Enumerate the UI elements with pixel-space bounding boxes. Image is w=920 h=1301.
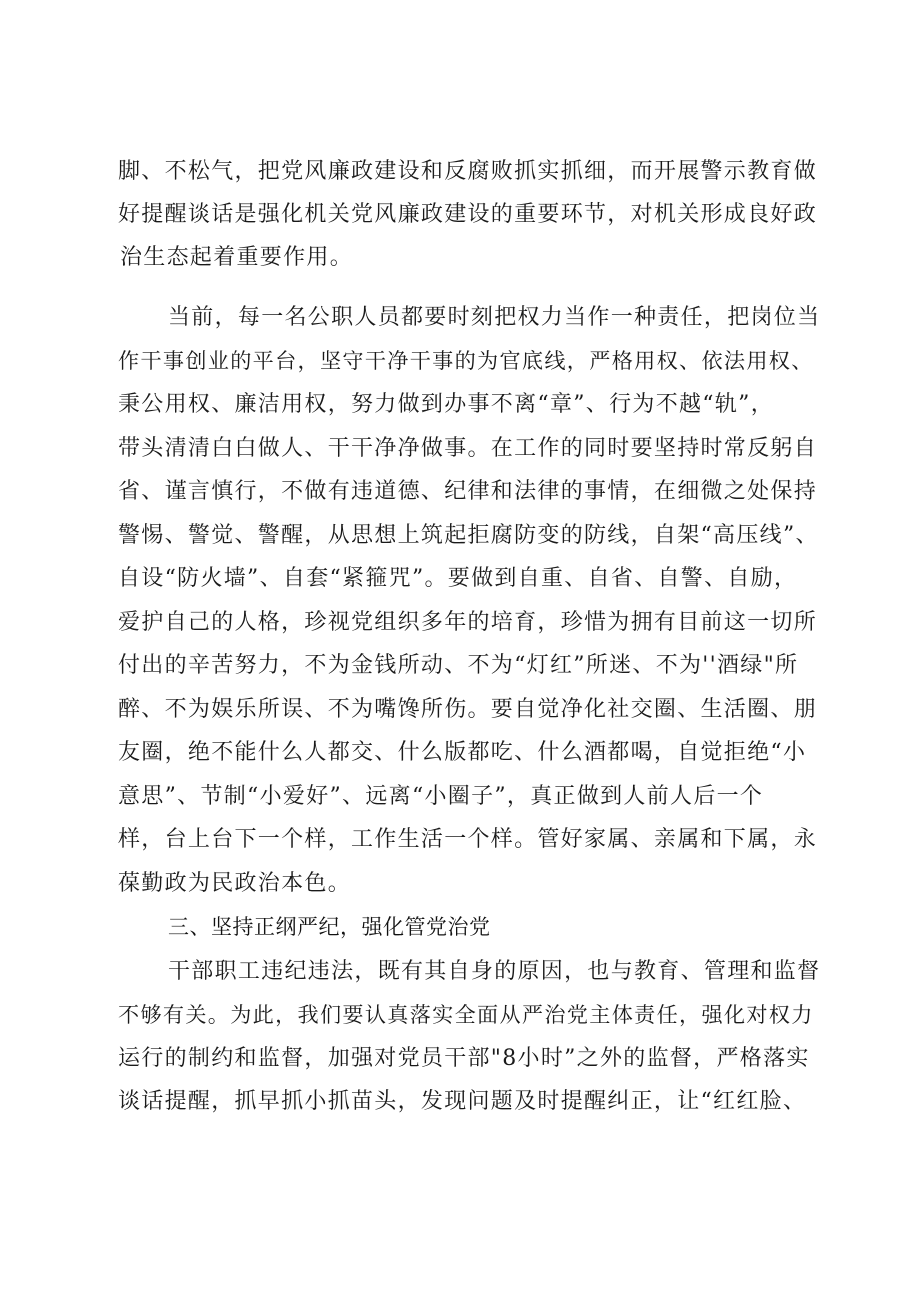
text-line: 友圈，绝不能什么人都交、什么版都吃、什么酒都喝，自觉拒绝“小 (118, 740, 807, 765)
text-line: 意思”、节制“小爱好”、远离“小圈子”，真正做到人前人后一个 (118, 784, 764, 809)
text-line: 付出的辛苦努力，不为金钱所动、不为“灯红”所迷、不为''酒绿"所 (118, 653, 799, 678)
text-line: 爱护自己的人格，珍视党组织多年的培育，珍惜为拥有目前这一切所 (118, 610, 818, 635)
text-line: 省、谨言慎行，不做有违道德、纪律和法律的事情，在细微之处保持 (118, 479, 818, 504)
text-line: 醉、不为娱乐所误、不为嘴馋所伤。要自觉净化社交圈、生活圈、朋 (118, 697, 818, 722)
text-line: 治生态起着重要作用。 (120, 245, 354, 270)
text-line: 带头清清白白做人、干干净净做事。在工作的同时要坚持时常反躬自 (118, 436, 818, 461)
paragraph-first-line: 当前，每一名公职人员都要时刻把权力当作一种责任，把岗位当 (168, 305, 821, 330)
text-line: 运行的制约和监督，加强对党员干部"8小时”之外的监督，严格落实 (118, 1046, 810, 1071)
text-line: 不够有关。为此，我们要认真落实全面从严治党主体责任，强化对权力 (118, 1002, 814, 1027)
text-line: 葆勤政为民政治本色。 (118, 871, 352, 896)
paragraph-first-line: 干部职工违纪违法，既有其自身的原因，也与教育、管理和监督 (168, 959, 821, 984)
section-heading: 三、坚持正纲严纪，强化管党治党 (168, 915, 491, 939)
text-line: 作干事创业的平台，坚守干净干事的为官底线，严格用权、依法用权、 (118, 348, 814, 373)
text-line: 好提醒谈话是强化机关党风廉政建设的重要环节，对机关形成良好政 (118, 202, 818, 227)
text-line: 谈话提醒，抓早抓小抓苗头，发现问题及时提醒纠正，让“红红脸、 (118, 1089, 807, 1114)
text-line: 自设“防火墙”、自套“紧箍咒”。要做到自重、自省、自警、自励， (118, 566, 798, 591)
text-line: 样，台上台下一个样，工作生活一个样。管好家属、亲属和下属，永 (118, 827, 818, 852)
text-line: 脚、不松气，把党风廉政建设和反腐败抓实抓细，而开展警示教育做 (118, 159, 818, 184)
text-line: 警惕、警觉、警醒，从思想上筑起拒腐防变的防线，自架“高压线”、 (118, 523, 819, 548)
text-line: 秉公用权、廉洁用权，努力做到办事不离“章”、行为不越“轨”， (118, 392, 774, 417)
